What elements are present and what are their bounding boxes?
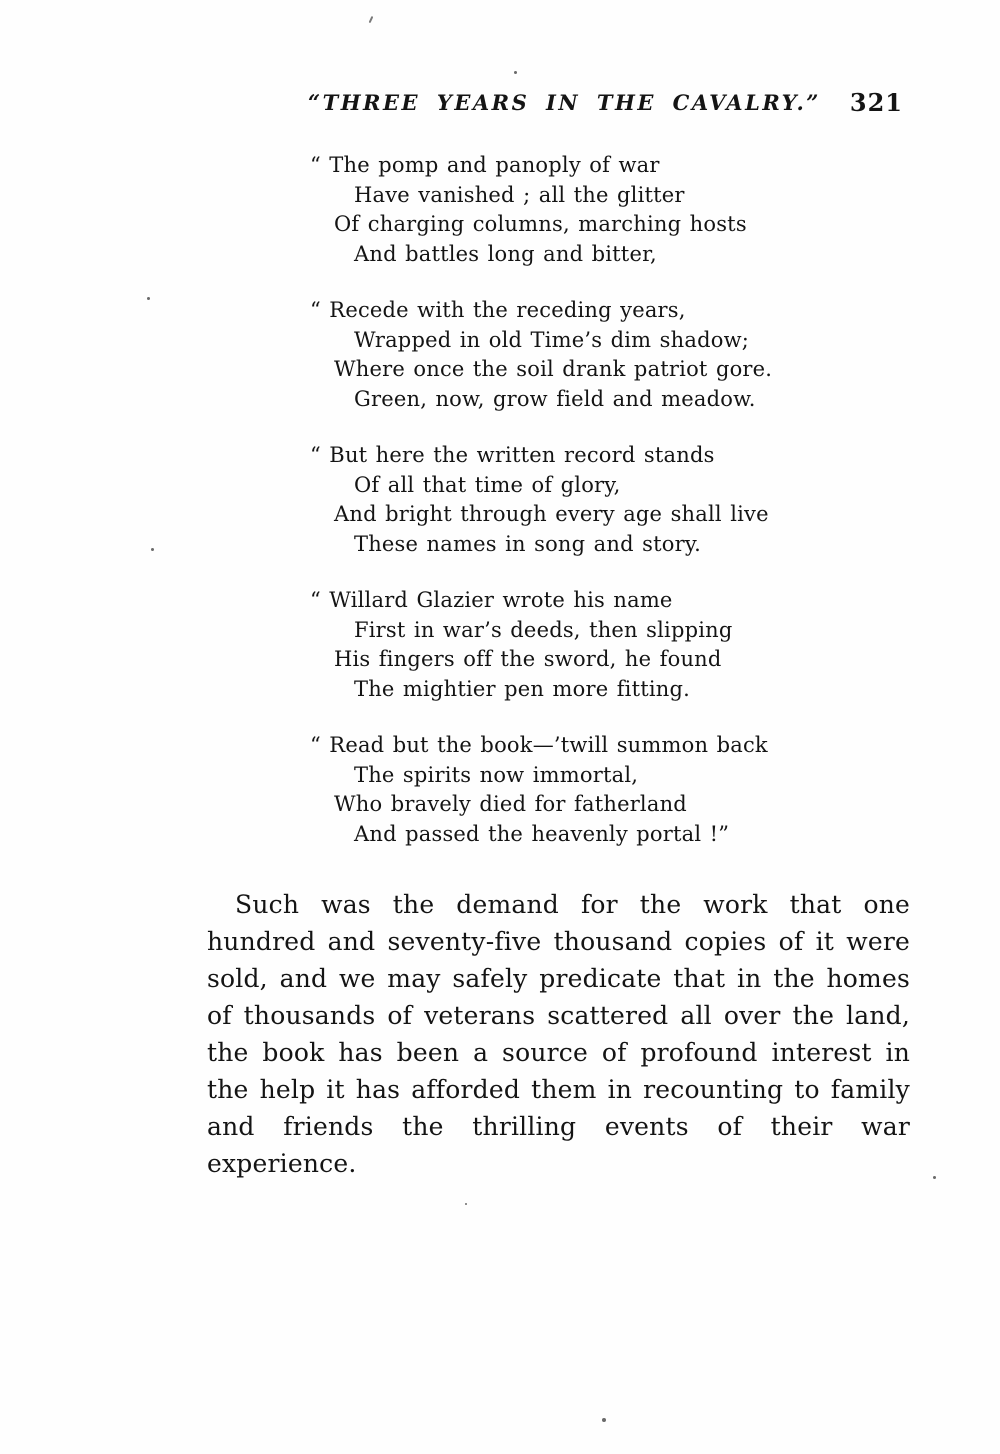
- scan-speck: [151, 548, 154, 551]
- poem-line: “ Read but the book—’twill summon back: [310, 733, 768, 757]
- poem-line: These names in song and story.: [354, 531, 701, 556]
- page-number: 321: [849, 88, 903, 117]
- poem-line: “ Recede with the receding years,: [310, 298, 686, 322]
- poem-stanza: [310, 296, 1000, 414]
- page-header: [0, 0, 1000, 120]
- poem-line: The spirits now immortal,: [354, 762, 639, 787]
- poem-stanza: [310, 731, 1000, 849]
- poem-line: “ The pomp and panoply of war: [310, 153, 660, 177]
- poem-line: And passed the heavenly portal !”: [354, 821, 730, 846]
- poem-line: Green, now, grow field and meadow.: [354, 386, 756, 411]
- poem-line: First in war’s deeds, then slipping: [354, 617, 733, 642]
- scan-speck: [933, 1176, 936, 1179]
- poem-stanza: [310, 586, 1000, 704]
- scan-speck: [602, 1418, 606, 1422]
- poem: [310, 151, 1000, 849]
- poem-line: And battles long and bitter,: [354, 241, 657, 266]
- poem-line: Who bravely died for fatherland: [334, 792, 687, 816]
- poem-line: Wrapped in old Time’s dim shadow;: [354, 327, 750, 352]
- poem-stanza: [310, 151, 1000, 269]
- poem-stanza: [310, 441, 1000, 559]
- prose-paragraph: Such was the demand for the work that one hundred and seventy-five thousand copies of it were sold, and we may safely predicate that in the homes of thousands of veterans scattered all over the land, the book has been a source of profound interest in the help it has afforded them in recounting to family and friends the thrilling events of their war experience.: [207, 890, 910, 1178]
- poem-line: The mightier pen more fitting.: [354, 676, 691, 701]
- poem-line: And bright through every age shall live: [334, 502, 769, 526]
- poem-line: “ Willard Glazier wrote his name: [310, 588, 673, 612]
- scan-speck: [514, 71, 517, 74]
- poem-line: His fingers off the sword, he found: [334, 647, 722, 671]
- scan-speck: [147, 297, 150, 300]
- poem-line: Of all that time of glory,: [354, 472, 621, 497]
- poem-line: “ But here the written record stands: [310, 443, 715, 467]
- poem-line: Of charging columns, marching hosts: [334, 212, 747, 236]
- poem-line: Have vanished ; all the glitter: [354, 182, 685, 207]
- scan-speck: [465, 1203, 467, 1205]
- running-title: “THREE YEARS IN THE CAVALRY.”: [308, 90, 821, 115]
- poem-line: Where once the soil drank patriot gore.: [334, 357, 773, 381]
